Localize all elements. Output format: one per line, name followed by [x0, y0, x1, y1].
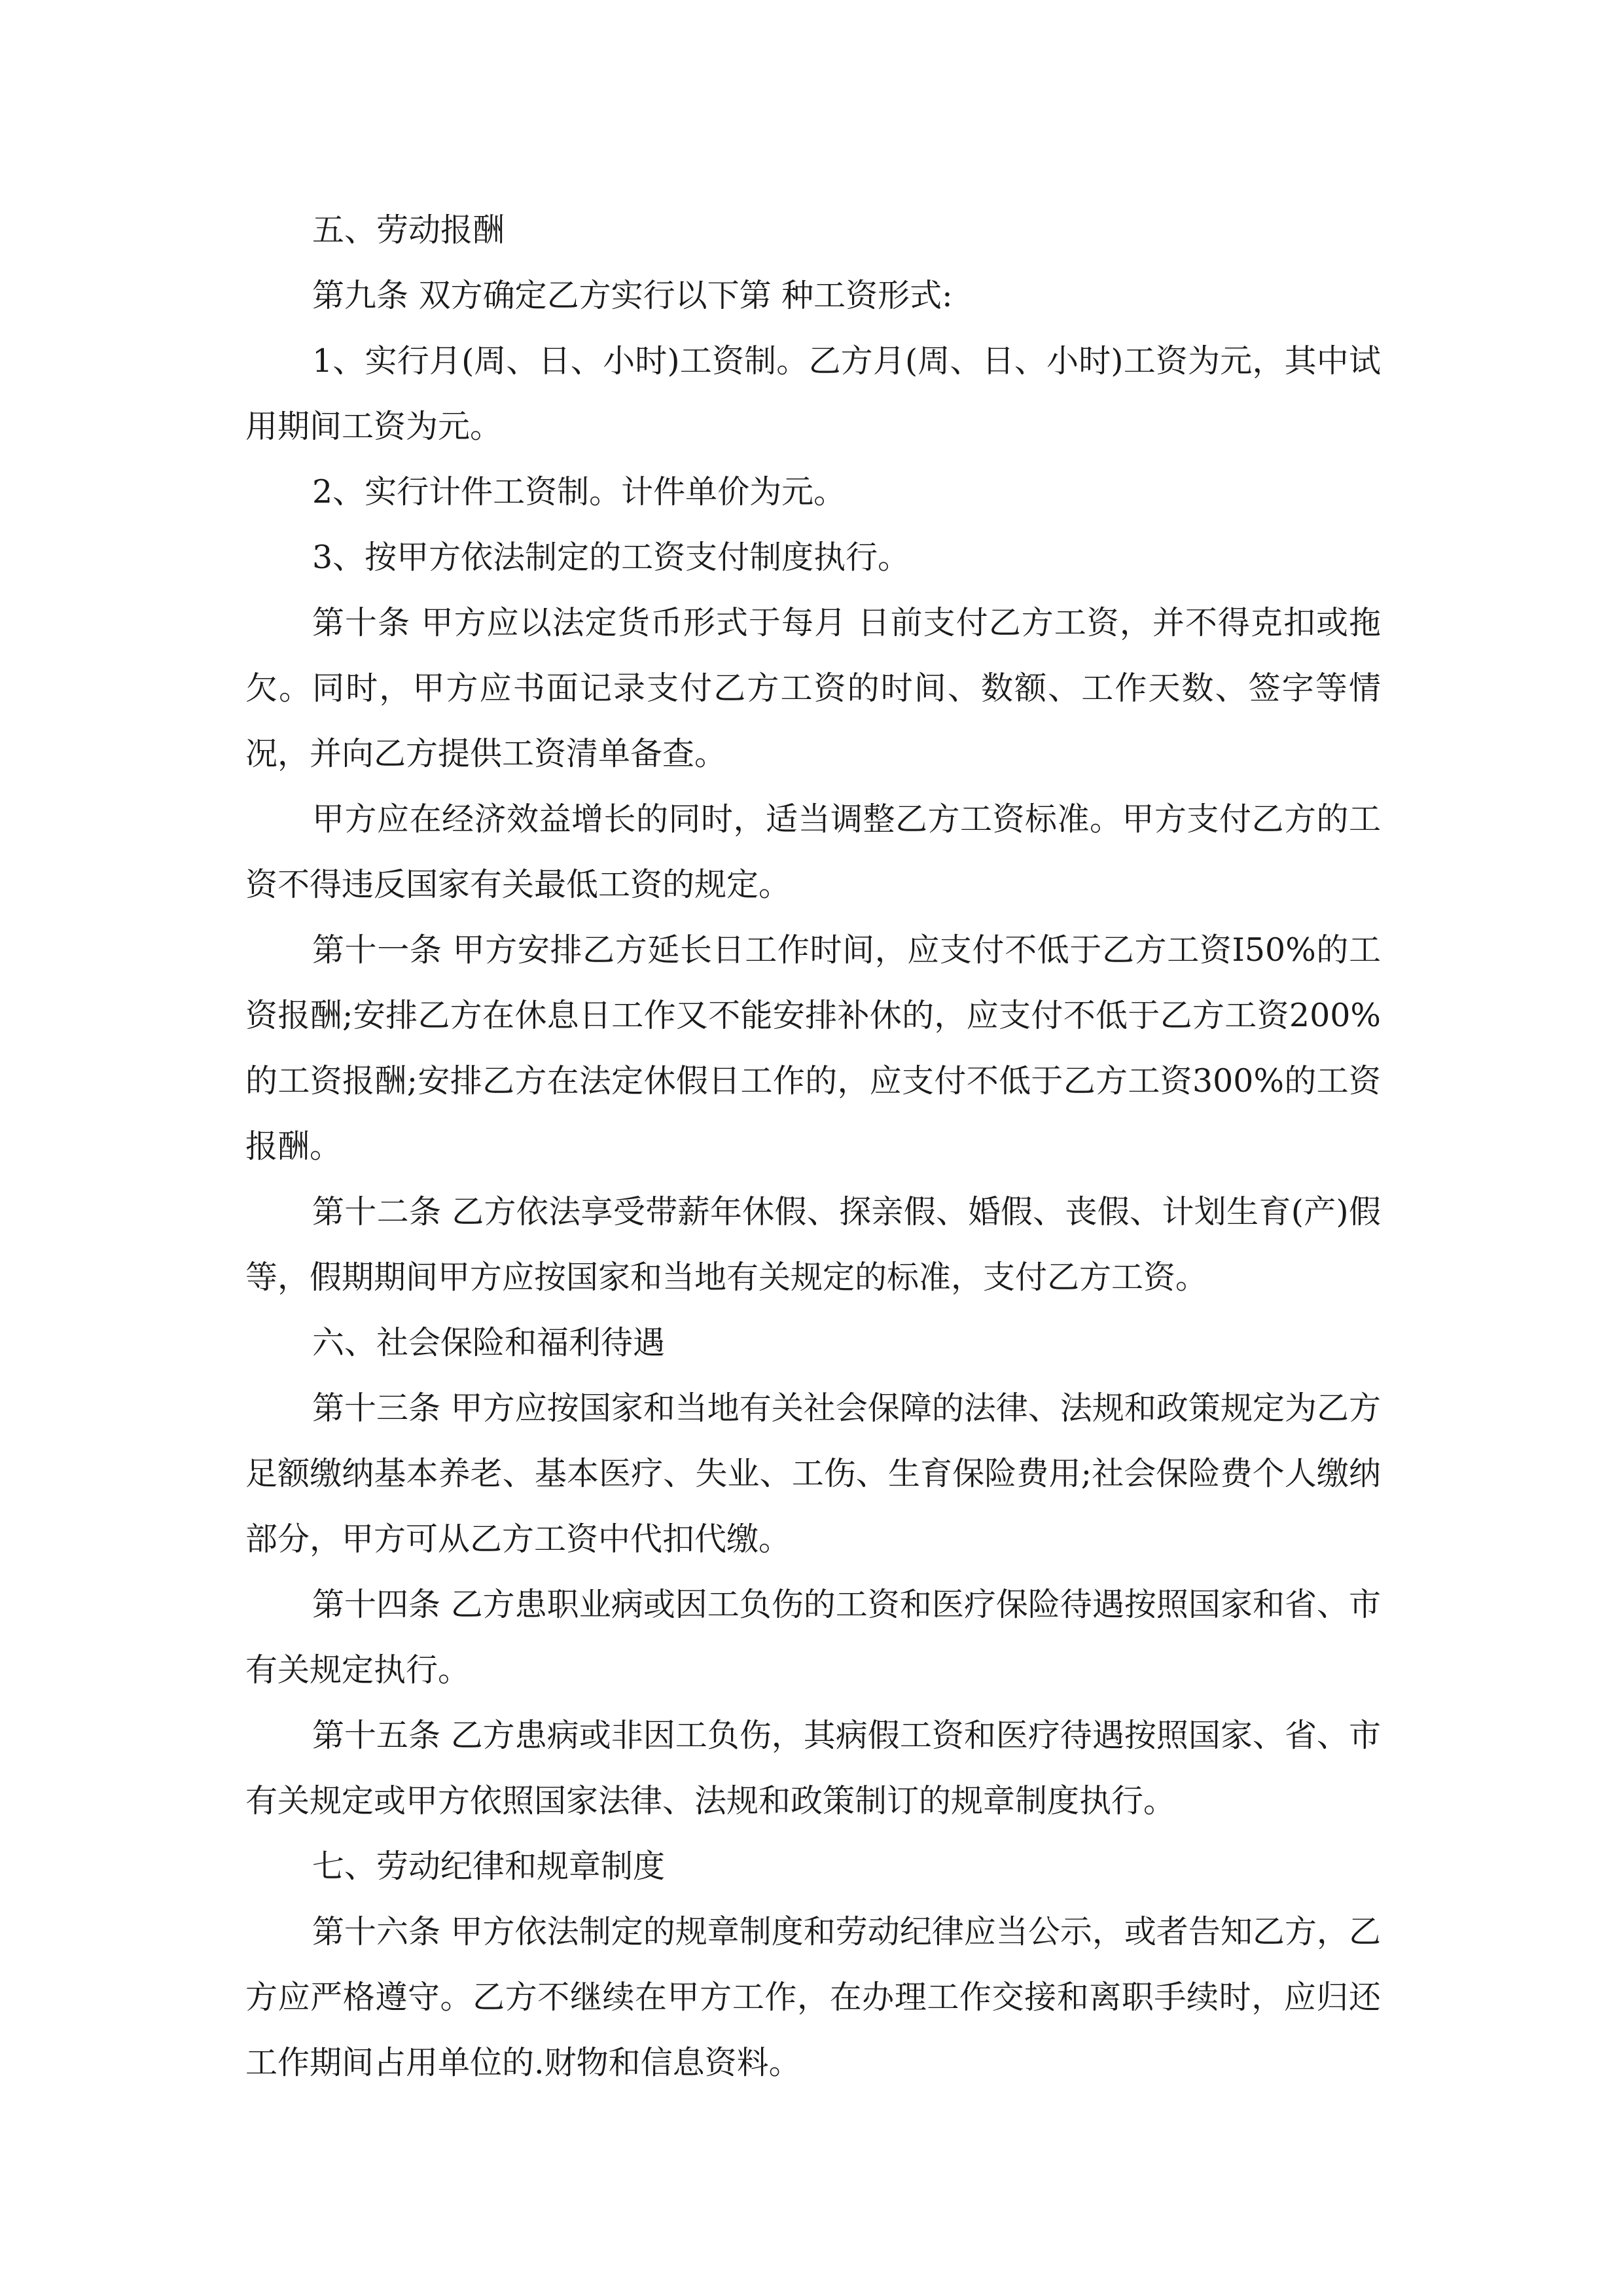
document-body — [245, 198, 1381, 2096]
article-12: 第十二条 乙方依法享受带薪年休假、探亲假、婚假、丧假、计划生育(产)假等，假期期间甲方应按国家和当地有关规定的标准，支付乙方工资。 — [245, 1193, 1381, 1296]
article-9-item-1: 1、实行月(周、日、小时)工资制。乙方月(周、日、小时)工资为元，其中试用期间工资为元。 — [245, 342, 1381, 445]
article-16: 第十六条 甲方依法制定的规章制度和劳动纪律应当公示，或者告知乙方，乙方应严格遵守。乙方不继续在甲方工作，在办理工作交接和离职手续时，应归还工作期间占用单位的.财物和信息资料。 — [245, 1913, 1381, 2081]
article-11: 第十一条 甲方安排乙方延长日工作时间，应支付不低于乙方工资I50%的工资报酬;安排乙方在休息日工作又不能安排补休的，应支付不低于乙方工资200%的工资报酬;安排乙方在法定休假日工作的，应支付不低于乙方工资300%的工资报酬。 — [245, 931, 1381, 1165]
article-10-paragraph-2: 甲方应在经济效益增长的同时，适当调整乙方工资标准。甲方支付乙方的工资不得违反国家有关最低工资的规定。 — [245, 800, 1381, 903]
section-heading-labor-discipline: 七、劳动纪律和规章制度 — [312, 1848, 666, 1885]
article-13: 第十三条 甲方应按国家和当地有关社会保障的法律、法规和政策规定为乙方足额缴纳基本养老、基本医疗、失业、工伤、生育保险费用;社会保险费个人缴纳部分，甲方可从乙方工资中代扣代缴。 — [245, 1390, 1381, 1558]
section-heading-labor-pay: 五、劳动报酬 — [312, 211, 505, 249]
section-heading-social-insurance: 六、社会保险和福利待遇 — [312, 1324, 666, 1361]
article-15: 第十五条 乙方患病或非因工负伤，其病假工资和医疗待遇按照国家、省、市有关规定或甲方依照国家法律、法规和政策制订的规章制度执行。 — [245, 1717, 1381, 1820]
article-9-item-2: 2、实行计件工资制。计件单价为元。 — [312, 473, 846, 511]
article-9: 第九条 双方确定乙方实行以下第 种工资形式: — [312, 277, 953, 314]
article-9-item-3: 3、按甲方依法制定的工资支付制度执行。 — [312, 539, 910, 576]
article-14: 第十四条 乙方患职业病或因工负伤的工资和医疗保险待遇按照国家和省、市有关规定执行。 — [245, 1586, 1381, 1689]
article-10: 第十条 甲方应以法定货币形式于每月 日前支付乙方工资，并不得克扣或拖欠。同时，甲方应书面记录支付乙方工资的时间、数额、工作天数、签字等情况，并向乙方提供工资清单备查。 — [245, 604, 1381, 772]
